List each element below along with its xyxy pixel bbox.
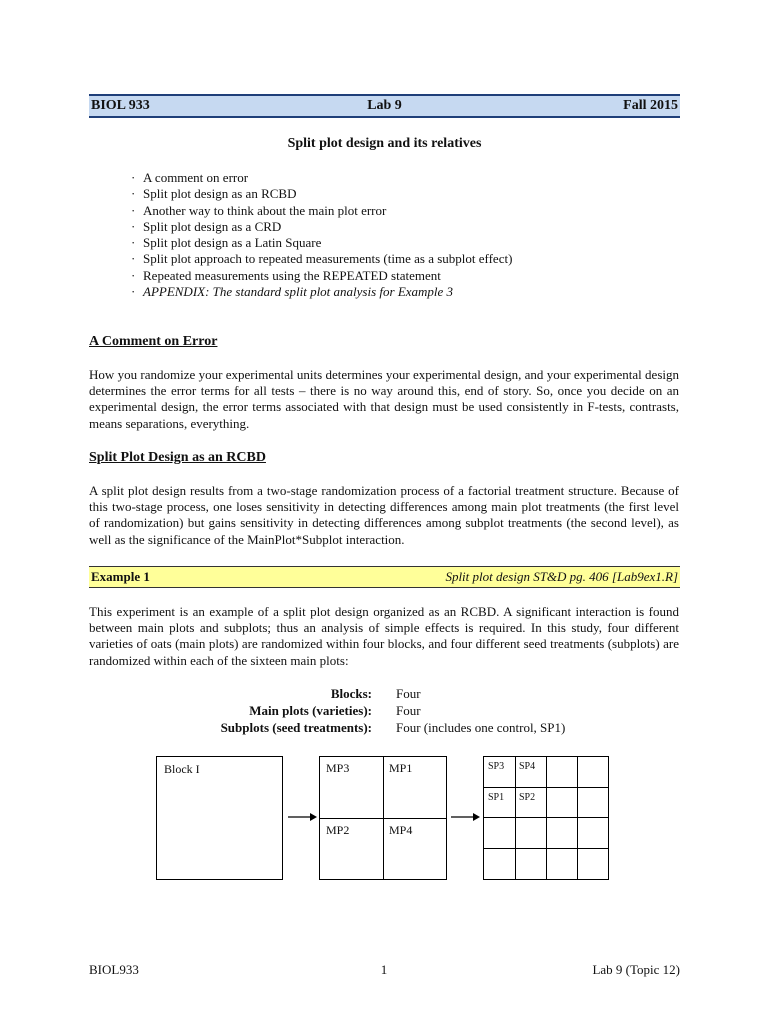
list-item: · Split plot design as an RCBD — [131, 186, 297, 202]
subplot-grid — [483, 756, 609, 880]
bullet-icon: · — [131, 251, 136, 267]
list-item: · Split plot design as a CRD — [131, 218, 282, 234]
bullet-icon: · — [131, 218, 136, 234]
list-item: · Another way to think about the main plot error — [131, 202, 387, 218]
main-plot-label: MP3 — [326, 761, 350, 775]
block-box — [156, 756, 283, 880]
example-label: Example 1 — [91, 569, 150, 584]
header-right: Fall 2015 — [623, 98, 678, 113]
spec-value: Four — [396, 686, 421, 701]
subplot-label: SP2 — [519, 792, 536, 803]
subplot-label: SP3 — [488, 761, 505, 772]
footer-right: Lab 9 (Topic 12) — [592, 962, 680, 977]
subplot-label: SP4 — [519, 761, 536, 772]
page-number: 1 — [380, 962, 388, 977]
arrow-icon — [288, 810, 318, 824]
example-bar — [89, 566, 680, 588]
spec-key: Blocks: — [330, 686, 372, 701]
topic-list — [131, 170, 512, 300]
section-text-rcbd: A split plot design results from a two-stage randomization process of a factorial treatment structure. Because of this two-stage process, one loses sensitivity in detecting differences among main plot treatments (the first level of randomization) but gains sensitivity in detecting differences among subplot treatments (the second level), as well as the significance of the MainPlot*Subplot interaction. — [89, 483, 679, 547]
list-item: · Split plot design as a Latin Square — [131, 235, 322, 251]
spec-row — [0, 720, 768, 738]
main-plot-label: MP4 — [389, 823, 413, 837]
bullet-icon: · — [131, 267, 136, 283]
spec-value: Four (includes one control, SP1) — [396, 720, 566, 735]
list-item: · APPENDIX: The standard split plot analysis for Example 3 — [131, 284, 454, 300]
section-text-error: How you randomize your experimental units determines your experimental design, and your experimental design determines the error terms for all tests – there is no way around this, end of story. So, once you decide on an experimental design, the error terms associated with that design must be used consistently in F-tests, contrasts, means separations, everything. — [89, 367, 679, 431]
spec-key: Subplots (seed treatments): — [220, 720, 372, 735]
subplot-label: SP1 — [488, 792, 505, 803]
list-item: · A comment on error — [131, 170, 249, 185]
example-reference: Split plot design ST&D pg. 406 [Lab9ex1.R] — [445, 569, 678, 584]
bullet-icon: · — [131, 170, 136, 185]
bullet-icon: · — [131, 284, 136, 300]
spec-row — [0, 703, 768, 721]
page-title: Split plot design and its relatives — [287, 136, 482, 151]
main-plot-label: MP1 — [389, 761, 413, 775]
bullet-icon: · — [131, 235, 136, 251]
header-center: Lab 9 — [367, 98, 402, 113]
bullet-icon: · — [131, 202, 136, 218]
section-heading-rcbd: Split Plot Design as an RCBD — [89, 450, 266, 465]
spec-row — [0, 686, 768, 704]
main-plot-label: MP2 — [326, 823, 350, 837]
example-text: This experiment is an example of a split plot design organized as an RCBD. A significant interaction is found between main plots and subplots; thus an analysis of simple effects is required. In this study, four different varieties of oats (main plots) are randomized within four blocks, and four different seed treatments (subplots) are randomized within each of the sixteen main plots: — [89, 604, 679, 668]
header-bar — [89, 94, 680, 118]
spec-key: Main plots (varieties): — [249, 703, 372, 718]
main-plot-grid — [319, 756, 447, 880]
spec-value: Four — [396, 703, 421, 718]
block-label: Block I — [164, 762, 200, 776]
header-left: BIOL 933 — [91, 98, 150, 113]
bullet-icon: · — [131, 186, 136, 202]
list-item: · Repeated measurements using the REPEATED statement — [131, 267, 441, 283]
list-item: · Split plot approach to repeated measurements (time as a subplot effect) — [131, 251, 513, 267]
footer-left: BIOL933 — [89, 962, 139, 977]
section-heading-error: A Comment on Error — [89, 334, 218, 349]
arrow-icon — [451, 810, 481, 824]
